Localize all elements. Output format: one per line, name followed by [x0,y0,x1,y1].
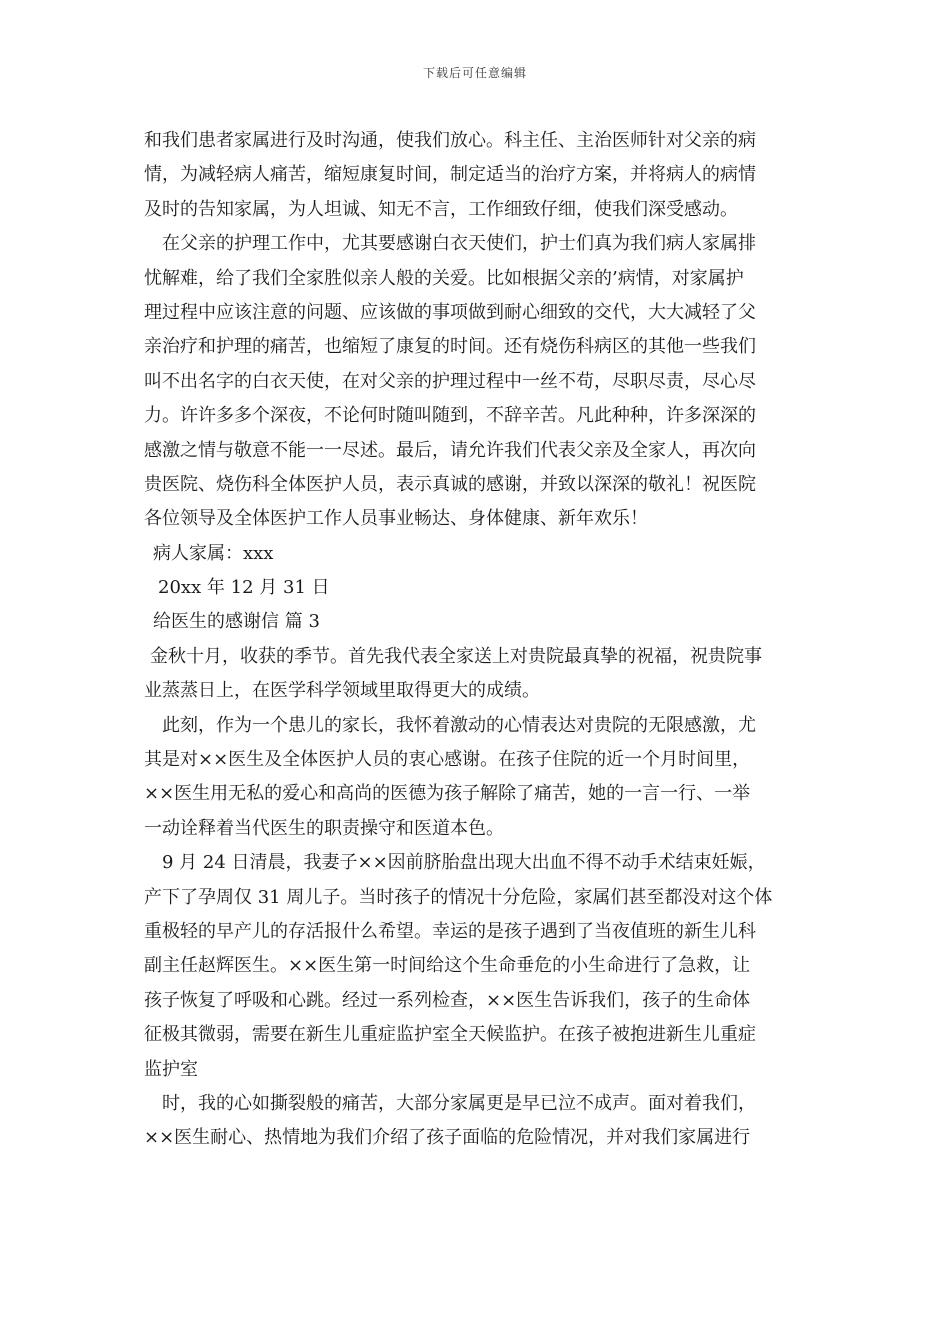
text-line: 征极其微弱，需要在新生儿重症监护室全天候监护。在孩子被抱进新生儿重症 [144,1024,756,1046]
text-line: 在父亲的护理工作中，尤其要感谢白衣天使们，护士们真为我们病人家属排 [162,233,756,255]
text-line: 其是对××医生及全体医护人员的衷心感谢。在孩子住院的近一个月时间里， [144,749,751,771]
text-line: 时，我的心如撕裂般的痛苦，大部分家属更是早已泣不成声。面对着我们， [162,1092,756,1114]
text-line: 感激之情与敬意不能一一尽述。最后，请允许我们代表父亲及全家人，再次向 [144,439,756,461]
text-line: 及时的告知家属，为人坦诚、知无不言，工作细致仔细，使我们深受感动。 [144,198,738,220]
text-line: 一动诠释着当代医生的职责操守和医道本色。 [144,817,504,839]
text-line: 9 月 24 日清晨，我妻子××因前脐胎盘出现大出血不得不动手术结束妊娠， [162,852,766,874]
text-line: 此刻，作为一个患儿的家长，我怀着激动的心情表达对贵院的无限感激，尤 [162,714,756,736]
text-line: ××医生用无私的爱心和高尚的医德为孩子解除了痛苦，她的一言一行、一举 [144,783,751,805]
text-line: 叫不出名字的白衣天使，在对父亲的护理过程中一丝不苟，尽职尽责，尽心尽 [144,370,756,392]
letter-body [144,124,812,1156]
text-line: 和我们患者家属进行及时沟通，使我们放心。科主任、主治医师针对父亲的病 [144,130,756,151]
text-line: 情，为减轻病人痛苦，缩短康复时间，制定适当的治疗方案，并将病人的病情 [144,164,756,186]
text-line: 理过程中应该注意的问题、应该做的事项做到耐心细致的交代，大大减轻了父 [144,301,756,323]
page-header: 下载后可任意编辑 [422,66,527,80]
text-line: 监护室 [144,1058,198,1080]
text-line: 副主任赵辉医生。××医生第一时间给这个生命垂危的小生命进行了急救，让 [144,955,751,977]
text-line: 亲治疗和护理的痛苦，也缩短了康复的时间。还有烧伤科病区的其他一些我们 [144,336,756,358]
text-line: 孩子恢复了呼吸和心跳。经过一系列检查，××医生告诉我们，孩子的生命体 [144,989,751,1011]
section-title: 给医生的感谢信 篇 3 [153,611,320,633]
date-line: 20xx 年 12 月 31 日 [158,577,330,599]
text-line: 各位领导及全体医护工作人员事业畅达、身体健康、新年欢乐！ [144,508,648,530]
text-line: 贵医院、烧伤科全体医护人员，表示真诚的感谢，并致以深深的敬礼！祝医院 [144,473,756,495]
text-line: 产下了孕周仅 31 周儿子。当时孩子的情况十分危险，家属们甚至都没对这个体 [144,886,773,908]
text-line: 忧解难，给了我们全家胜似亲人般的关爱。比如根据父亲的’病情，对家属护 [144,267,744,289]
text-line: 重极轻的早产儿的存活报什么希望。幸运的是孩子遇到了当夜值班的新生儿科 [144,920,756,942]
text-line: ××医生耐心、热情地为我们介绍了孩子面临的危险情况，并对我们家属进行 [144,1127,751,1149]
signature-line: 病人家属：xxx [153,542,274,564]
text-line: 业蒸蒸日上，在医学科学领域里取得更大的成绩。 [144,680,540,702]
text-line: 金秋十月，收获的季节。首先我代表全家送上对贵院最真挚的祝福，祝贵院事 [150,645,762,667]
text-line: 力。许许多多个深夜，不论何时随叫随到，不辞辛苦。凡此种种，许多深深的 [144,405,756,427]
